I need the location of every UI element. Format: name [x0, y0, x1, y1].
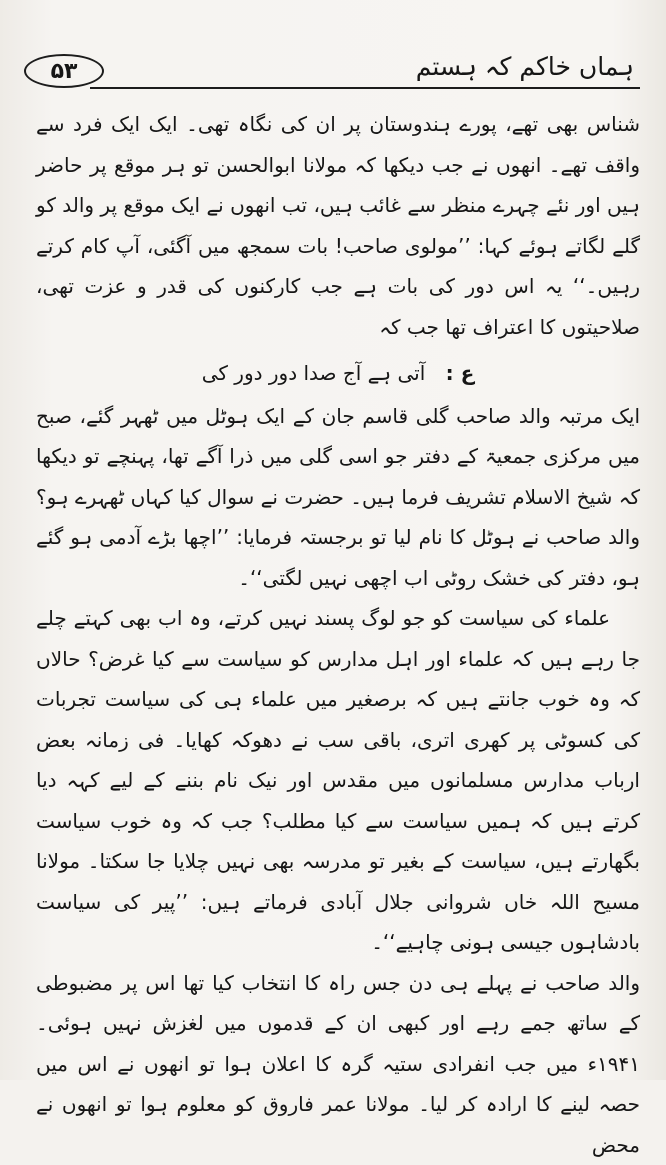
- page-header: [20, 48, 646, 98]
- page-number: ۵۳: [24, 54, 104, 88]
- verse-marker: ع :: [446, 361, 475, 385]
- paragraph-1: شناس بھی تھے، پورے ہندوستان پر ان کی نگاہ تھی۔ ایک ایک فرد سے واقف تھے۔ انھوں نے جب دیکھا کہ مولانا ابوالحسن تو ہر موقع پر حاضر ہیں اور نئے چہرے منظر سے غائب ہیں، تب انھوں نے ایک موقع پر والد کو گلے لگاتے ہوئے کہا: ’’مولوی صاحب! بات سمجھ میں آگئی، آپ کام کرتے رہیں۔‘‘ یہ اس دور کی بات ہے جب کارکنوں کی قدر و عزت تھی، صلاحیتوں کا اعتراف تھا جب کہ: [36, 104, 640, 347]
- page-body: [36, 104, 640, 1165]
- paragraph-4: والد صاحب نے پہلے ہی دن جس راہ کا انتخاب کیا تھا اس پر مضبوطی کے ساتھ جمے رہے اور کبھی ان کے قدموں میں لغزش نہیں ہوئی۔ ۱۹۴۱ء میں جب انفرادی ستیہ گرہ کا اعلان ہوا تو انھوں نے اس میں حصہ لینے کا ارادہ کر لیا۔ مولانا عمر فاروق کو معلوم ہوا تو انھوں نے محض: [36, 963, 640, 1165]
- running-title: ہماں خاکم کہ ہستم: [416, 52, 634, 81]
- header-rule: [90, 87, 640, 89]
- paragraph-3: علماء کی سیاست کو جو لوگ پسند نہیں کرتے، وہ اب بھی کہتے چلے جا رہے ہیں کہ علماء اور اہل مدارس کو سیاست سے کیا غرض؟ حالاں کہ وہ خوب جانتے ہیں کہ برصغیر میں علماء ہی کی سیاست تجربات کی کسوٹی پر کھری اتری، باقی سب نے دھوکہ کھایا۔ فی زمانہ بعض ارباب مدارس مسلمانوں میں مقدس اور نیک نام بننے کے لیے کہہ دیا کرتے ہیں کہ ہمیں سیاست سے کیا مطلب؟ جب کہ وہ خوب سیاست بگھارتے ہیں، سیاست کے بغیر تو مدرسہ بھی نہیں چلایا جا سکتا۔ مولانا مسیح اللہ خاں شروانی جلال آبادی فرماتے ہیں: ’’پیر کی سیاست بادشاہوں جیسی ہونی چاہیے‘‘۔: [36, 598, 640, 963]
- verse-line: [36, 353, 640, 394]
- verse-text: آتی ہے آج صدا دور دور کی: [202, 361, 426, 385]
- paragraph-2: ایک مرتبہ والد صاحب گلی قاسم جان کے ایک ہوٹل میں ٹھہر گئے، صبح میں مرکزی جمعیۃ کے دفتر جو اسی گلی میں ذرا آگے تھا، پہنچے تو دیکھا کہ شیخ الاسلام تشریف فرما ہیں۔ حضرت نے سوال کیا کہاں ٹھہرے ہو؟ والد صاحب نے ہوٹل کا نام لیا تو برجستہ فرمایا: ’’اچھا بڑے آدمی ہو گئے ہو، دفتر کی خشک روٹی اب اچھی نہیں لگتی‘‘۔: [36, 396, 640, 599]
